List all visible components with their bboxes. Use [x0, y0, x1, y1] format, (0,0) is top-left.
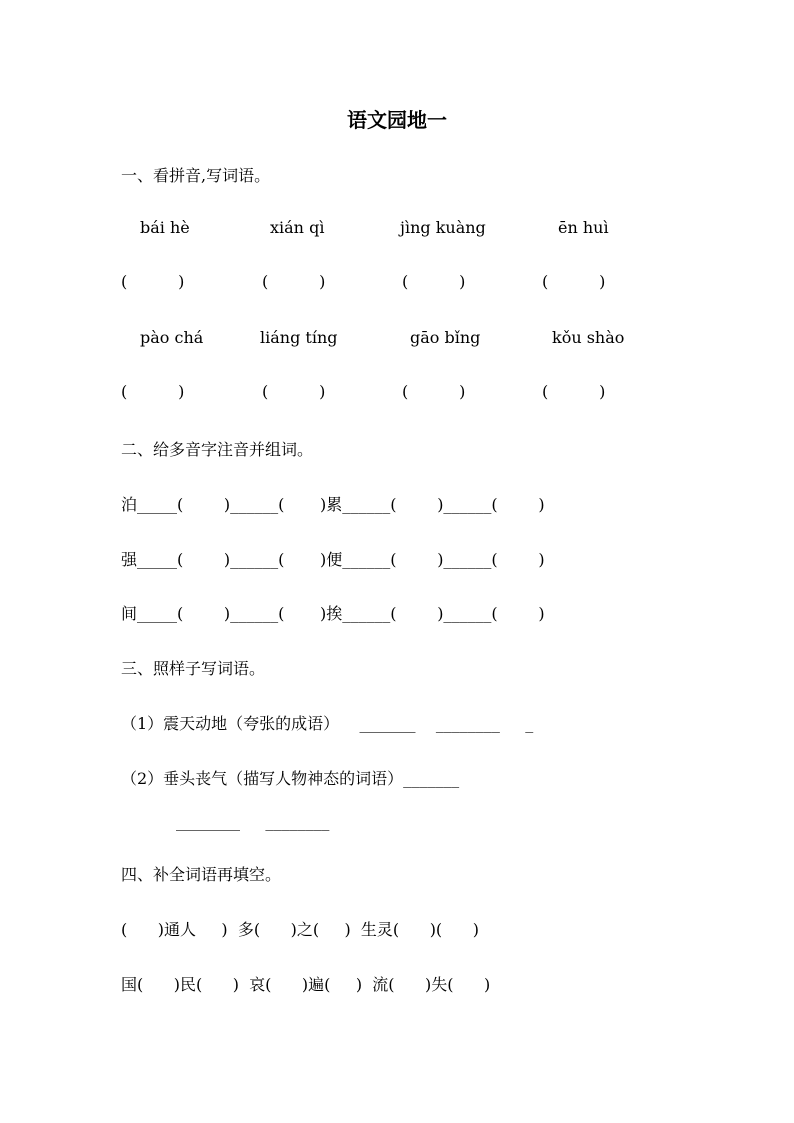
- pinyin-8: kǒu shào: [552, 328, 625, 347]
- answer-bracket[interactable]: ( ): [262, 382, 326, 401]
- answer-bracket[interactable]: ( ): [402, 272, 466, 291]
- answer-bracket[interactable]: ( ): [402, 382, 466, 401]
- section3-heading: 三、照样子写词语。: [121, 659, 266, 678]
- pinyin-1: bái hè: [140, 218, 190, 237]
- pinyin-7: gāo bǐng: [410, 328, 481, 347]
- polyphone-row[interactable]: 强_____( )______( )便______( )______( ): [121, 550, 545, 569]
- pinyin-6: liáng tíng: [260, 328, 338, 347]
- section1-heading: 一、看拼音,写词语。: [121, 166, 271, 185]
- example-line-1[interactable]: （1）震天动地（夸张的成语） _______ ________ _: [121, 714, 534, 733]
- pinyin-3: jìng kuàng: [400, 218, 486, 237]
- section2-heading: 二、给多音字注音并组词。: [121, 440, 314, 459]
- polyphone-row[interactable]: 间_____( )______( )挨______( )______( ): [121, 604, 545, 623]
- pinyin-2: xián qì: [270, 218, 325, 237]
- answer-bracket[interactable]: ( ): [542, 382, 606, 401]
- section4-heading: 四、补全词语再填空。: [121, 865, 282, 884]
- pinyin-5: pào chá: [140, 328, 204, 347]
- idiom-row[interactable]: 国( )民( ) 哀( )遍( ) 流( )失( ): [121, 975, 491, 994]
- answer-bracket[interactable]: ( ): [121, 272, 185, 291]
- polyphone-row[interactable]: 泊_____( )______( )累______( )______( ): [121, 495, 545, 514]
- page-title: 语文园地一: [347, 108, 447, 132]
- answer-blanks[interactable]: ________ ________: [176, 812, 330, 831]
- example-line-2[interactable]: （2）垂头丧气（描写人物神态的词语）_______: [121, 769, 460, 788]
- idiom-row[interactable]: ( )通人 ) 多( )之( ) 生灵( )( ): [121, 920, 479, 939]
- answer-bracket[interactable]: ( ): [262, 272, 326, 291]
- answer-bracket[interactable]: ( ): [542, 272, 606, 291]
- pinyin-4: ēn huì: [558, 218, 609, 237]
- answer-bracket[interactable]: ( ): [121, 382, 185, 401]
